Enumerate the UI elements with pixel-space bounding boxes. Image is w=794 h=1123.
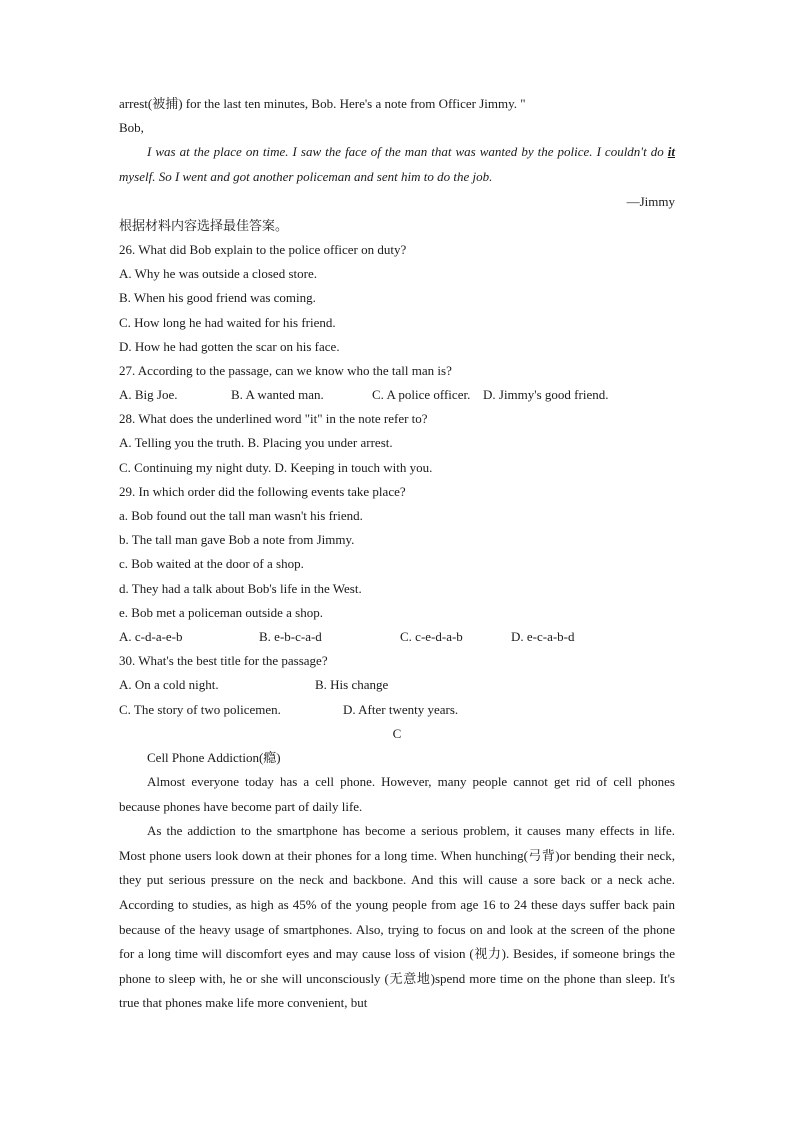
q30-option-d: D. After twenty years. <box>343 701 459 717</box>
q27-options <box>119 383 675 407</box>
q28-options-ab: A. Telling you the truth. B. Placing you under arrest. <box>119 435 393 451</box>
instruction: 根据材料内容选择最佳答案。 <box>119 217 289 233</box>
q26-option-b: B. When his good friend was coming. <box>119 290 316 306</box>
passage-paragraph-2: As the addiction to the smartphone has become a serious problem, it causes many effects in life. Most phone users look down at their phones for a long time. When hunching(弓背)or bending their neck, they put serious pressure on the neck and backbone. And this will cause a sore back or a neck ache. According to studies, as high as 45% of the young people from age 16 to 24 these days suffer back pain because of the heavy usage of smartphones. Also, trying to focus on and look at the screen of the phone for a long time will discomfort eyes and may cause loss of vision (视力). Besides, if someone brings the phone to sleep with, he or she will unconsciously (无意地)spend more time on the phone than sleep. It's true that phones make life more convenient, but <box>119 823 675 1011</box>
q29-option-d: D. e-c-a-b-d <box>511 628 575 644</box>
q27-option-b: B. A wanted man. <box>231 387 324 403</box>
q29-options <box>119 625 675 649</box>
q30-options-ab <box>119 673 675 697</box>
passage-title: Cell Phone Addiction(瘾) <box>147 749 281 765</box>
letter-body-part-1: I was at the place on time. I saw the face of the man that was wanted by the police. I couldn't do <box>147 144 668 160</box>
q29-event-c: c. Bob waited at the door of a shop. <box>119 556 304 572</box>
q28-options-cd: C. Continuing my night duty. D. Keeping in touch with you. <box>119 459 433 475</box>
question-27: 27. According to the passage, can we know who the tall man is? <box>119 362 452 378</box>
letter-body <box>119 140 675 189</box>
q29-option-a: A. c-d-a-e-b <box>119 628 183 644</box>
q29-event-b: b. The tall man gave Bob a note from Jimmy. <box>119 532 355 548</box>
q29-event-a: a. Bob found out the tall man wasn't his friend. <box>119 508 363 523</box>
q29-option-b: B. e-b-c-a-d <box>259 628 322 644</box>
q30-option-a: A. On a cold night. <box>119 677 219 693</box>
question-28: 28. What does the underlined word "it" in the note refer to? <box>119 411 428 427</box>
letter-line-1: arrest(被捕) for the last ten minutes, Bob. Here's a note from Officer Jimmy. " <box>119 96 526 111</box>
section-letter: C <box>392 725 402 741</box>
letter-salutation: Bob, <box>119 120 144 136</box>
q29-event-e: e. Bob met a policeman outside a shop. <box>119 604 323 620</box>
q27-option-a: A. Big Joe. <box>119 387 178 403</box>
q29-option-c: C. c-e-d-a-b <box>400 628 463 644</box>
q26-option-a: A. Why he was outside a closed store. <box>119 266 317 282</box>
letter-signature: —Jimmy <box>626 193 675 209</box>
q30-options-cd <box>119 698 675 722</box>
q29-event-d: d. They had a talk about Bob's life in the West. <box>119 580 362 596</box>
q30-option-c: C. The story of two policemen. <box>119 701 281 717</box>
question-26: 26. What did Bob explain to the police officer on duty? <box>119 241 407 257</box>
underlined-word: it <box>667 144 675 160</box>
q26-option-d: D. How he had gotten the scar on his face. <box>119 338 340 354</box>
document-page <box>119 92 675 1016</box>
question-30: 30. What's the best title for the passage? <box>119 653 328 669</box>
passage-paragraph-1: Almost everyone today has a cell phone. However, many people cannot get rid of cell phones because phones have become part of daily life. <box>119 774 675 814</box>
q27-option-d: D. Jimmy's good friend. <box>483 387 609 403</box>
question-29: 29. In which order did the following events take place? <box>119 483 406 499</box>
letter-body-part-2: myself. So I went and got another policeman and sent him to do the job. <box>119 168 493 184</box>
q27-option-c: C. A police officer. <box>372 387 471 403</box>
q30-option-b: B. His change <box>315 677 389 693</box>
q26-option-c: C. How long he had waited for his friend. <box>119 314 336 330</box>
